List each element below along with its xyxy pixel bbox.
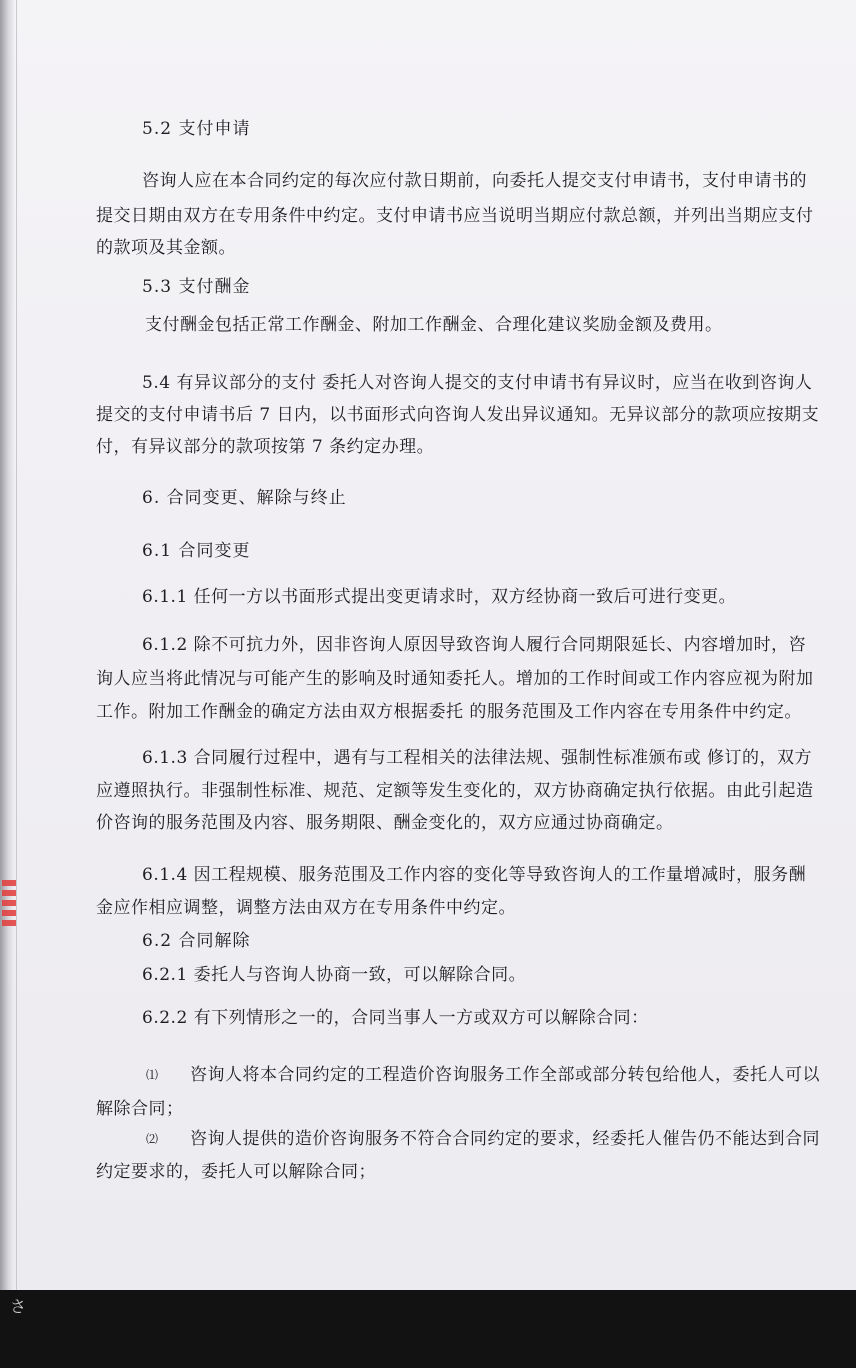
section-6-2-2-line-1: 6.2.2 有下列情形之一的，合同当事人一方或双方可以解除合同： [142, 1008, 649, 1028]
list-item-1-line-2: 解除合同； [96, 1099, 184, 1119]
list-item-1-line-1: 咨询人将本合同约定的工程造价咨询服务工作全部或部分转包给他人，委托人可以 [190, 1065, 820, 1085]
section-6-1-3-line-1: 6.1.3 合同履行过程中，遇有与工程相关的法律法规、强制性标准颁布或 修订的，双方 [142, 748, 813, 768]
section-6-1-2-line-1: 6.1.2 除不可抗力外，因非咨询人原因导致咨询人履行合同期限延长、内容增加时，咨 [142, 635, 807, 655]
section-5-2-line-3: 的款项及其金额。 [96, 238, 236, 258]
section-5-3-line-1: 支付酬金包括正常工作酬金、附加工作酬金、合理化建议奖励金额及费用。 [145, 315, 723, 335]
section-5-4-line-2: 提交的支付申请书后 7 日内，以书面形式向咨询人发出异议通知。无异议部分的款项应按期支 [96, 405, 820, 425]
list-item-2-line-2: 约定要求的，委托人可以解除合同； [96, 1162, 376, 1182]
section-6-1-3-line-2: 应遵照执行。非强制性标准、规范、定额等发生变化的，双方协商确定执行依据。由此引起造 [96, 781, 814, 801]
section-6-1-title: 6.1 合同变更 [142, 541, 251, 561]
section-5-3-title: 5.3 支付酬金 [142, 277, 251, 297]
corner-mark: さ [10, 1297, 27, 1316]
section-6-2-1-line-1: 6.2.1 委托人与咨询人协商一致，可以解除合同。 [142, 965, 527, 985]
section-5-2-line-2: 提交日期由双方在专用条件中约定。支付申请书应当说明当期应付款总额，并列出当期应支付 [96, 206, 814, 226]
list-item-2-number: ⑵ [146, 1132, 159, 1146]
list-item-1-number: ⑴ [146, 1068, 159, 1082]
section-5-2-title: 5.2 支付申请 [142, 119, 251, 139]
section-6-1-3-line-3: 价咨询的服务范围及内容、服务期限、酬金变化的，双方应通过协商确定。 [96, 813, 674, 833]
section-6-1-4-line-1: 6.1.4 因工程规模、服务范围及工作内容的变化等导致咨询人的工作量增减时，服务酬 [142, 865, 807, 885]
red-stamp-mark [2, 880, 16, 930]
section-6-1-2-line-2: 询人应当将此情况与可能产生的影响及时通知委托人。增加的工作时间或工作内容应视为附加 [96, 669, 814, 689]
section-6-1-1-line-1: 6.1.1 任何一方以书面形式提出变更请求时，双方经协商一致后可进行变更。 [142, 587, 737, 607]
section-5-4-line-3: 付，有异议部分的款项按第 7 条约定办理。 [96, 437, 435, 457]
binding-edge [0, 0, 14, 1290]
dark-background-strip [0, 1290, 856, 1368]
section-5-2-line-1: 咨询人应在本合同约定的每次应付款日期前，向委托人提交支付申请书，支付申请书的 [142, 171, 807, 191]
section-6-2-title: 6.2 合同解除 [142, 931, 251, 951]
section-6-1-4-line-2: 金应作相应调整，调整方法由双方在专用条件中约定。 [96, 898, 516, 918]
list-item-2-line-1: 咨询人提供的造价咨询服务不符合合同约定的要求，经委托人催告仍不能达到合同 [190, 1129, 820, 1149]
section-6-1-2-line-3: 工作。附加工作酬金的确定方法由双方根据委托 的服务范围及工作内容在专用条件中约定。 [96, 702, 802, 722]
section-5-4-line-1: 5.4 有异议部分的支付 委托人对咨询人提交的支付申请书有异议时，应当在收到咨询人 [142, 373, 813, 393]
binding-line [16, 0, 17, 1290]
section-6-title: 6. 合同变更、解除与终止 [142, 488, 347, 508]
